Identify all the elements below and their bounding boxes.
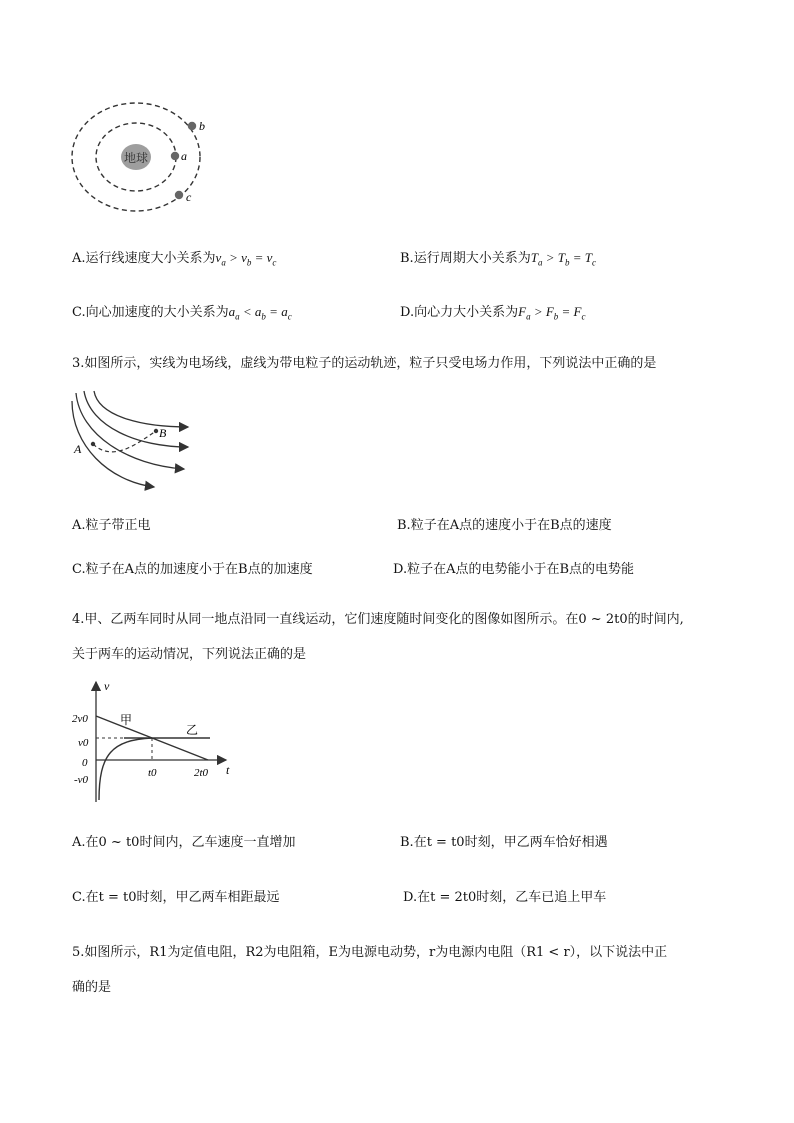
- x-tick-t0: t0: [148, 767, 157, 779]
- q2-option-d-math: $F_a > F_b = F_c$: [518, 304, 586, 322]
- field-line-1: [94, 391, 188, 427]
- label-c: c: [186, 190, 192, 204]
- q4-option-d[interactable]: D.在t = 2t0时刻，乙车已追上甲车: [403, 890, 607, 905]
- y-tick-0: 0: [82, 757, 88, 769]
- field-lines-figure: [68, 383, 208, 498]
- field-line-2: [84, 391, 188, 447]
- y-tick-neg-v0: -v0: [74, 774, 89, 786]
- q2-option-c-math: $a_a < a_b = a_c$: [228, 304, 292, 322]
- satellite-a: [171, 152, 179, 160]
- y-tick-2v0: 2v0: [72, 713, 88, 725]
- curve-yi: [99, 738, 152, 800]
- y-tick-v0: v0: [78, 737, 89, 749]
- q5-stem-line1: 5.如图所示，R1为定值电阻，R2为电阻箱，E为电源电动势，r为电源内电阻（R1 < r），以下说法中正: [72, 945, 668, 960]
- q3-option-d[interactable]: D.粒子在A点的电势能小于在B点的电势能: [393, 562, 635, 577]
- label-point-a: A: [74, 442, 82, 456]
- satellite-c: [175, 191, 183, 199]
- q2-option-b-math: $T_a > T_b = T_c$: [530, 250, 596, 268]
- label-jia: 甲: [120, 713, 133, 727]
- earth-label: 地球: [123, 151, 149, 165]
- satellite-b: [188, 122, 196, 130]
- q3-option-a[interactable]: A.粒子带正电: [72, 518, 151, 533]
- q4-stem-line2: 关于两车的运动情况，下列说法正确的是: [72, 647, 307, 662]
- q4-stem-line1: 4.甲、乙两车同时从同一地点沿同一直线运动，它们速度随时间变化的图像如图所示。在0 ~ 2t0的时间内,: [72, 612, 684, 627]
- vt-graph: [68, 676, 248, 806]
- q4-option-a[interactable]: A.在0 ~ t0时间内，乙车速度一直增加: [72, 835, 296, 850]
- orbit-figure: [66, 96, 226, 220]
- v-axis-label: v: [104, 679, 110, 693]
- point-a: [91, 442, 95, 446]
- q2-option-b[interactable]: B.运行周期大小关系为$T_a > T_b = T_c$: [400, 250, 596, 268]
- label-yi: 乙: [186, 723, 199, 737]
- q4-option-c[interactable]: C.在t = t0时刻，甲乙两车相距最远: [72, 890, 280, 905]
- particle-trajectory: [93, 431, 156, 452]
- label-a: a: [181, 149, 187, 163]
- field-line-3: [76, 393, 184, 469]
- q2-option-c[interactable]: C.向心加速度的大小关系为$a_a < a_b = a_c$: [72, 304, 292, 322]
- q2-option-a-math: $v_a > v_b = v_c$: [215, 250, 277, 268]
- q5-stem-line2: 确的是: [72, 980, 112, 995]
- point-b: [154, 429, 158, 433]
- q3-stem: 3.如图所示，实线为电场线，虚线为带电粒子的运动轨迹，粒子只受电场力作用，下列说法中正确的是: [72, 356, 657, 371]
- label-b: b: [199, 119, 205, 133]
- q3-option-b[interactable]: B.粒子在A点的速度小于在B点的速度: [397, 518, 612, 533]
- q3-option-c[interactable]: C.粒子在A点的加速度小于在B点的加速度: [72, 562, 313, 577]
- q2-option-d[interactable]: D.向心力大小关系为$F_a > F_b = F_c$: [400, 304, 586, 322]
- q2-option-a[interactable]: A.运行线速度大小关系为$v_a > v_b = v_c$: [72, 250, 277, 268]
- q4-option-b[interactable]: B.在t = t0时刻，甲乙两车恰好相遇: [400, 835, 608, 850]
- t-axis-label: t: [226, 763, 230, 777]
- label-point-b: B: [159, 426, 167, 440]
- x-tick-2t0: 2t0: [194, 767, 209, 779]
